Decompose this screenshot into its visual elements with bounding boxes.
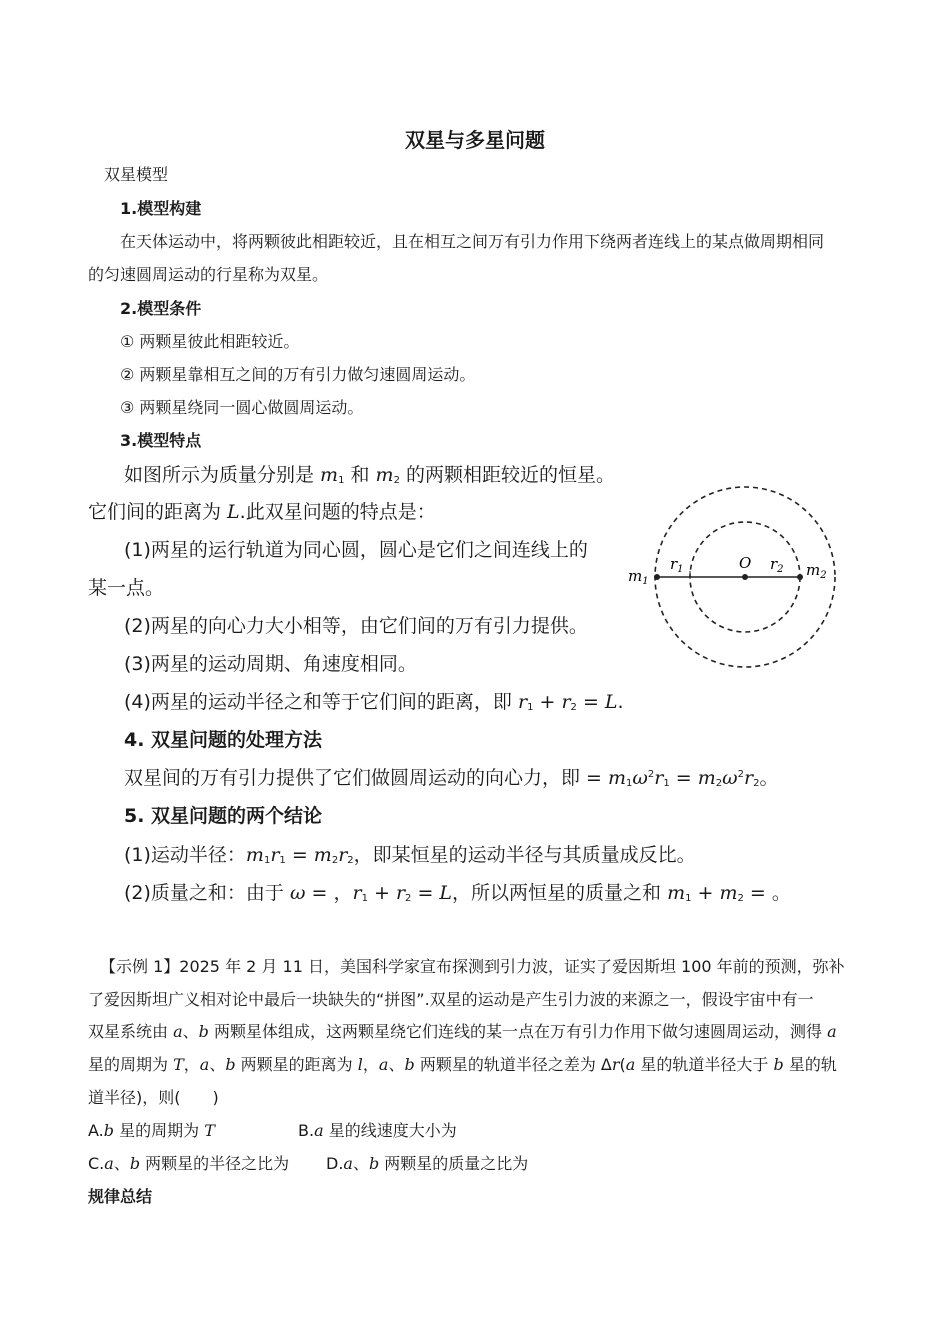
condition-1: ① 两颗星彼此相距较近。 <box>120 332 300 351</box>
label-m1: $m_1$ <box>628 567 649 587</box>
example-line3: 双星系统由 a、b 两颗星体组成，这两颗星绕它们连线的某一点在万有引力作用下做匀速圆周运动，测得 a <box>88 1022 837 1041</box>
feature-3: (3)两星的运动周期、角速度相同。 <box>124 653 417 675</box>
option-c: C.a、b 两颗星的半径之比为 <box>88 1154 290 1173</box>
feature-2: (2)两星的向心力大小相等，由它们间的万有引力提供。 <box>124 615 588 637</box>
heading-model-construction: 1.模型构建 <box>120 199 202 218</box>
option-b: B.a 星的线速度大小为 <box>298 1121 457 1140</box>
heading-model-features: 3.模型特点 <box>120 431 202 450</box>
heading-conclusions: 5. 双星问题的两个结论 <box>124 805 323 827</box>
star-m2-dot <box>797 574 803 580</box>
option-d: D.a、b 两颗星的质量之比为 <box>326 1154 529 1173</box>
paragraph-definition-line1: 在天体运动中，将两颗彼此相距较近，且在相互之间万有引力作用下绕两者连线上的某点做周期相同 <box>120 232 825 251</box>
page-title: 双星与多星问题 <box>405 128 545 152</box>
center-o-dot <box>742 574 748 580</box>
feature-1-line1: (1)两星的运行轨道为同心圆，圆心是它们之间连线上的 <box>124 539 588 561</box>
feature-intro-line2: 它们间的距离为 L.此双星问题的特点是： <box>88 501 436 523</box>
section-heading: 双星模型 <box>104 165 169 184</box>
feature-4: (4)两星的运动半径之和等于它们间的距离，即 $r_1 + r_2 = L$. <box>124 691 624 713</box>
heading-processing-method: 4. 双星问题的处理方法 <box>124 729 323 751</box>
option-a: A.b 星的周期为 T <box>88 1121 215 1140</box>
label-o: O <box>739 554 752 572</box>
label-m2: $m_2$ <box>806 561 827 581</box>
paragraph-definition-line2: 的匀速圆周运动的行星称为双星。 <box>88 265 329 284</box>
binary-star-diagram <box>620 478 870 678</box>
example-line5: 道半径)，则( ) <box>88 1088 219 1107</box>
method-formula: 双星间的万有引力提供了它们做圆周运动的向心力，即 = $m_1\omega^2r_1 = m_2\omega^2r_2$。 <box>124 767 779 789</box>
feature-1-line2: 某一点。 <box>88 577 165 599</box>
example-line1: 【示例 1】2025 年 2 月 11 日，美国科学家宣布探测到引力波，证实了爱因斯坦 100 年前的预测，弥补 <box>100 957 845 976</box>
conclusion-2: (2)质量之和：由于 ω = ，$r_1 + r_2 = L$，所以两恒星的质量之和 $m_1 + m_2$ = 。 <box>124 882 791 904</box>
summary-heading: 规律总结 <box>88 1187 153 1206</box>
example-line4: 星的周期为 T，a、b 两颗星的距离为 l，a、b 两颗星的轨道半径之差为 Δr(a 星的轨道半径大于 b 星的轨 <box>88 1055 837 1074</box>
heading-model-conditions: 2.模型条件 <box>120 299 202 318</box>
conclusion-1: (1)运动半径：$m_1r_1 = m_2r_2$，即某恒星的运动半径与其质量成反比。 <box>124 844 696 866</box>
label-r2: $r_2$ <box>770 555 784 575</box>
star-m1-dot <box>654 574 660 580</box>
example-line2: 了爱因斯坦广义相对论中最后一块缺失的“拼图”.双星的运动是产生引力波的来源之一，假设宇宙中有一 <box>88 990 814 1009</box>
label-r1: $r_1$ <box>670 555 684 575</box>
condition-3: ③ 两颗星绕同一圆心做圆周运动。 <box>120 398 364 417</box>
feature-intro-line1: 如图所示为质量分别是 $m_1$ 和 $m_2$ 的两颗相距较近的恒星。 <box>124 464 615 486</box>
condition-2: ② 两颗星靠相互之间的万有引力做匀速圆周运动。 <box>120 365 476 384</box>
